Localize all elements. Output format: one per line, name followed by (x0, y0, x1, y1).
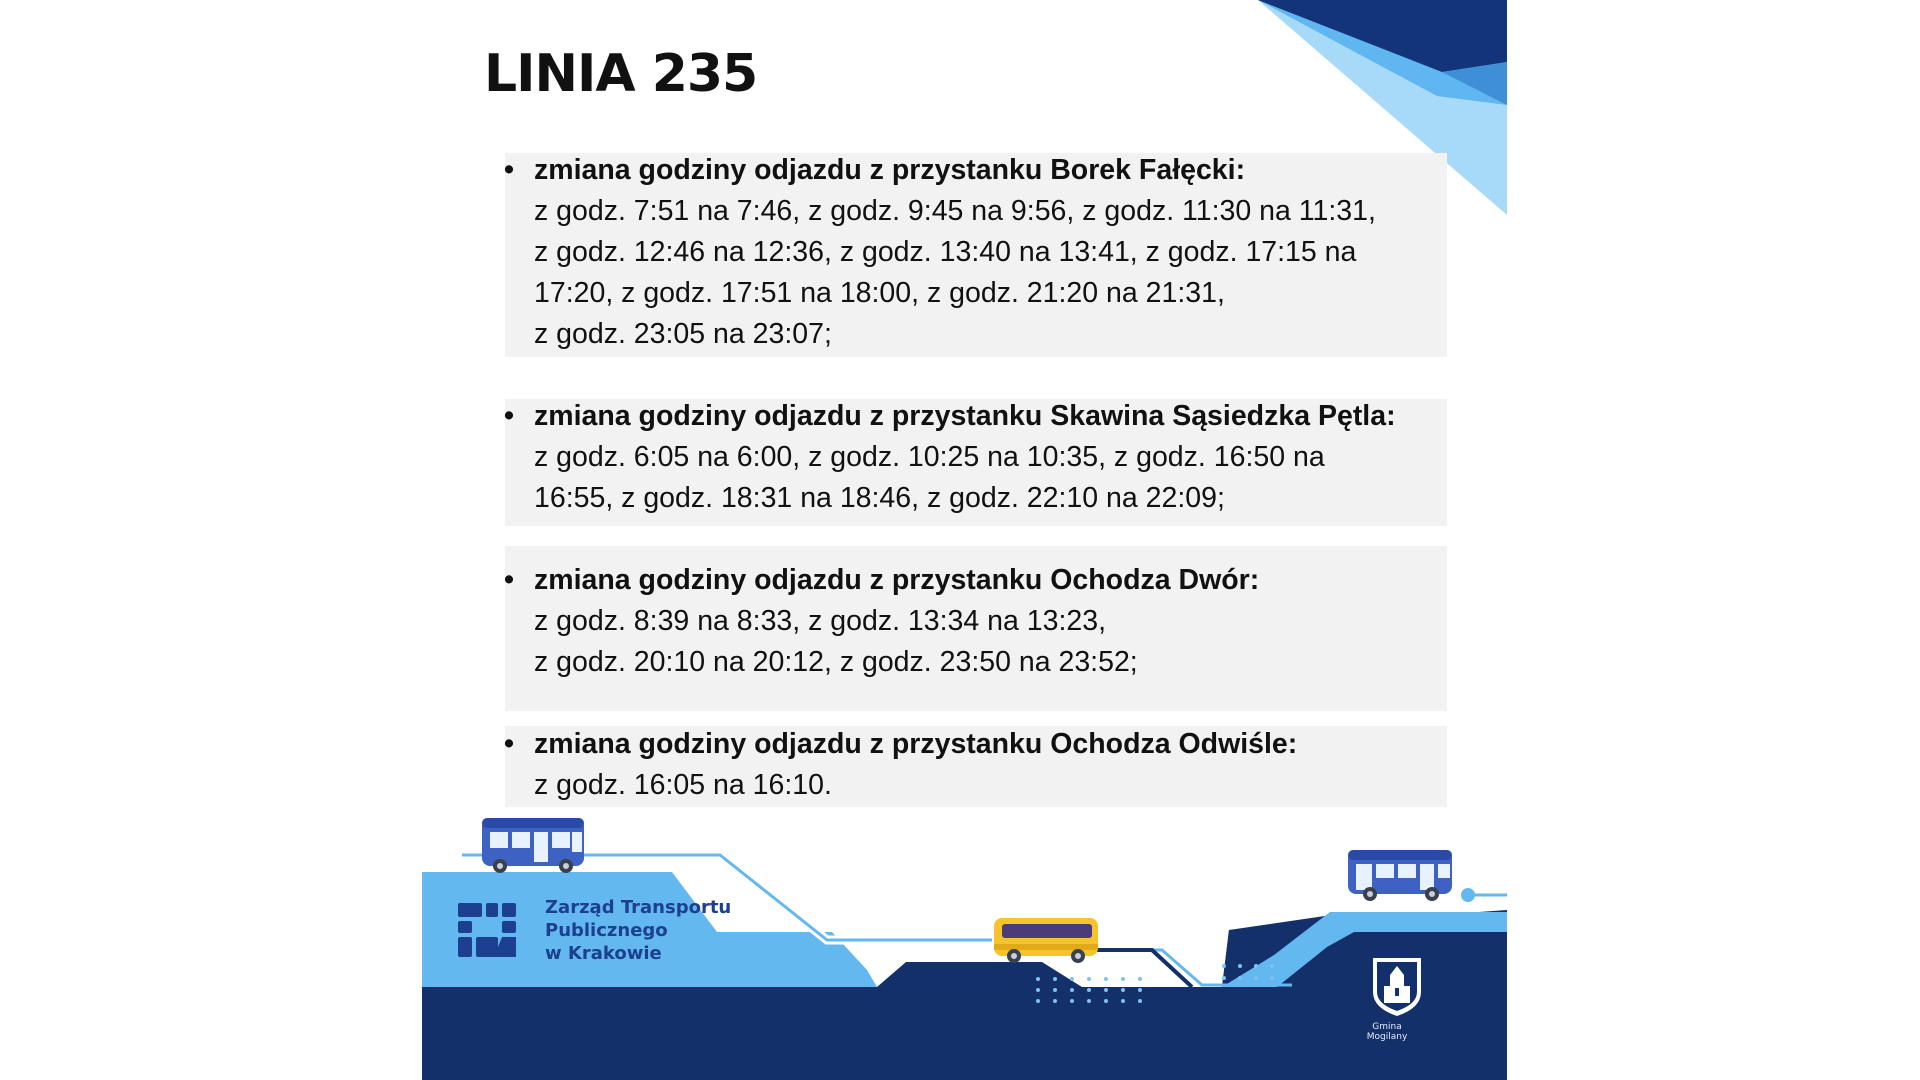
stop-heading: zmiana godziny odjazdu z przystanku Ochodza Odwiśle: (534, 728, 1298, 760)
time-line: 16:55, z godz. 18:31 na 18:46, z godz. 22:10 na 22:09; (534, 482, 1225, 514)
ztp-logo-line: Publicznego (545, 920, 668, 941)
time-line: z godz. 6:05 na 6:00, z godz. 10:25 na 10:35, z godz. 16:50 na (534, 441, 1325, 473)
footer-bands (422, 855, 1507, 1080)
schedule-change-item (504, 150, 1454, 355)
bullet: • (504, 728, 514, 760)
stop-heading: zmiana godziny odjazdu z przystanku Borek Fałęcki: (534, 154, 1246, 186)
schedule-change-item (504, 724, 1454, 806)
ztp-logo-icon (458, 903, 516, 957)
stop-heading: zmiana godziny odjazdu z przystanku Skawina Sąsiedzka Pętla: (534, 400, 1396, 432)
ztp-logo-text (545, 896, 731, 965)
schedule-change-item (504, 396, 1454, 519)
poster (422, 0, 1507, 1080)
time-line: 17:20, z godz. 17:51 na 18:00, z godz. 21:20 na 21:31, (534, 277, 1225, 309)
bus-blue-icon (482, 818, 584, 873)
ztp-logo-line: Zarząd Transportu (545, 897, 732, 918)
stop-heading: zmiana godziny odjazdu z przystanku Ochodza Dwór: (534, 564, 1260, 596)
schedule-change-item (504, 560, 1454, 683)
time-line: z godz. 20:10 na 20:12, z godz. 23:50 na 23:52; (534, 646, 1138, 678)
ztp-logo-line: w Krakowie (545, 943, 662, 964)
time-line: z godz. 12:46 na 12:36, z godz. 13:40 na 13:41, z godz. 17:15 na (534, 236, 1357, 268)
gmina-label (1355, 1022, 1419, 1042)
time-line: z godz. 23:05 na 23:07; (534, 318, 832, 350)
bullet: • (504, 400, 514, 432)
bullet: • (504, 564, 514, 596)
bus-blue-right-icon (1348, 850, 1452, 901)
bus-yellow-icon (994, 918, 1098, 963)
page-title: LINIA 235 (484, 44, 758, 104)
gmina-label-line: Mogilany (1366, 1032, 1408, 1042)
time-line: z godz. 8:39 na 8:33, z godz. 13:34 na 13:23, (534, 605, 1107, 637)
gmina-label-line: Gmina (1372, 1022, 1402, 1032)
time-line: z godz. 7:51 na 7:46, z godz. 9:45 na 9:56, z godz. 11:30 na 11:31, (534, 195, 1376, 227)
bullet: • (504, 154, 514, 186)
time-line: z godz. 16:05 na 16:10. (534, 769, 832, 801)
